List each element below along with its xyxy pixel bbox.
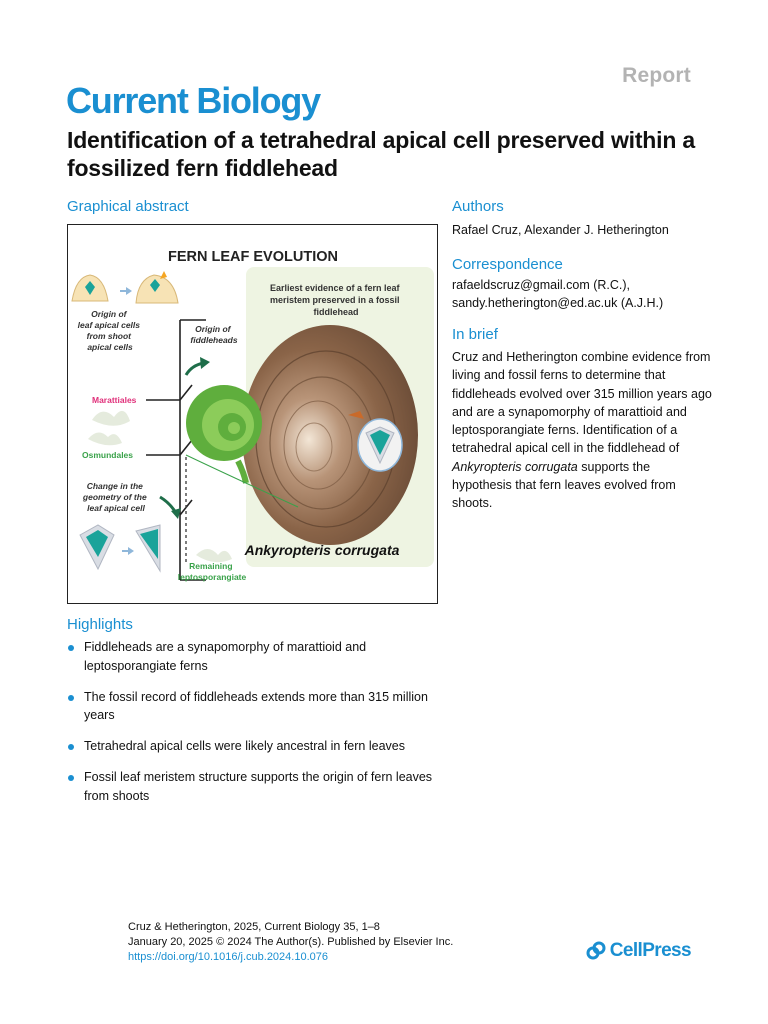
doi-link[interactable]: https://doi.org/10.1016/j.cub.2024.10.076 — [128, 951, 328, 963]
highlight-text: Fossil leaf meristem structure supports the origin of fern leaves from shoots — [84, 770, 433, 803]
graphical-abstract-figure — [67, 224, 438, 604]
citation-line: Cruz & Hetherington, 2025, Current Biology 35, 1–8 — [128, 921, 380, 933]
label-remaining-leptosporangiate: Remaining leptosporangiate — [177, 561, 247, 582]
correspondence-email-2[interactable]: sandy.hetherington@ed.ac.uk (A.J.H.) — [452, 296, 664, 311]
tetrahedral-cell-inset-icon — [358, 419, 402, 471]
article-type-label: Report — [622, 64, 691, 87]
copyright-line: January 20, 2025 © 2024 The Author(s). Published by Elsevier Inc. — [128, 936, 454, 948]
paper-title: Identification of a tetrahedral apical cell preserved within a fossilized fern fiddlehead — [67, 127, 695, 181]
highlight-text: The fossil record of fiddleheads extends more than 315 million years — [84, 689, 428, 722]
label-change-geometry: Change in the geometry of the leaf apical cell — [82, 481, 147, 513]
highlights-heading: Highlights — [67, 616, 133, 633]
label-earliest-evidence: Earliest evidence of a fern leaf meristem preserved in a fossil fiddlehead — [269, 283, 400, 317]
citation-block — [128, 920, 453, 965]
apical-cell-illustrations — [80, 525, 160, 571]
arrow-head-icon — [200, 357, 210, 369]
highlight-item — [67, 688, 437, 725]
label-origin-apical-cells: Origin of leaf apical cells from shoot apical cells — [77, 309, 140, 352]
bullet-icon — [68, 775, 74, 781]
cellpress-logo — [586, 940, 691, 962]
in-brief-text-part: Cruz and Hetherington combine evidence from living and fossil ferns to determine that fiddleheads evolved over 315 million years ago and are a synapomorphy of marattioid and leptosporangiate ferns. Identification of a tetrahedral apical cell in the fiddlehead of — [452, 350, 712, 456]
highlight-item — [67, 768, 437, 805]
in-brief-species: Ankyropteris corrugata — [452, 459, 578, 474]
label-marattiales: Marattiales — [92, 395, 137, 405]
correspondence-emails — [452, 276, 712, 313]
in-brief-text — [452, 348, 712, 513]
cellpress-logo-text: CellPress — [609, 940, 691, 961]
shoot-apex-illustration — [72, 271, 178, 303]
cellpress-logo-icon — [586, 941, 606, 961]
journal-name: Current Biology — [66, 80, 321, 121]
label-origin-fiddleheads: Origin of fiddleheads — [190, 324, 238, 345]
highlight-item — [67, 737, 437, 756]
figure-title: FERN LEAF EVOLUTION — [168, 249, 338, 265]
correspondence-email-1[interactable]: rafaeldscruz@gmail.com (R.C.), — [452, 278, 631, 292]
highlight-text: Fiddleheads are a synapomorphy of marattioid and leptosporangiate ferns — [84, 640, 367, 673]
correspondence-heading: Correspondence — [452, 256, 563, 273]
author-names: Rafael Cruz, Alexander J. Hetherington — [452, 223, 669, 237]
in-brief-heading: In brief — [452, 326, 498, 343]
bullet-icon — [68, 645, 74, 651]
highlight-item — [67, 638, 437, 675]
bullet-icon — [68, 695, 74, 701]
highlights-list — [67, 638, 437, 818]
graphical-abstract-heading: Graphical abstract — [67, 198, 189, 215]
species-label: Ankyropteris corrugata — [244, 542, 400, 558]
highlight-text: Tetrahedral apical cells were likely ancestral in fern leaves — [84, 739, 405, 753]
authors-heading: Authors — [452, 198, 504, 215]
label-osmundales: Osmundales — [82, 450, 134, 460]
bullet-icon — [68, 744, 74, 750]
in-brief-text-part: supports the hypothesis that fern leaves evolved from shoots. — [452, 459, 676, 511]
